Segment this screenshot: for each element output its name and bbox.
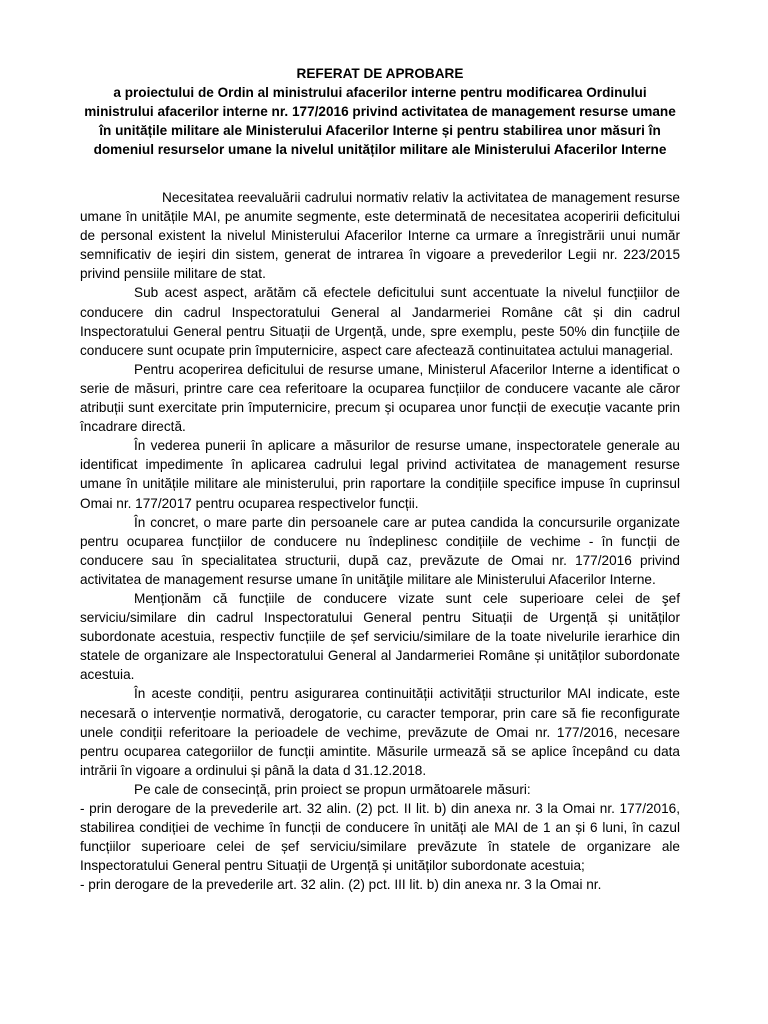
document-body [80, 188, 680, 894]
paragraph: Pe cale de consecință, prin proiect se propun următoarele măsuri: [134, 781, 531, 797]
paragraph: În aceste condiții, pentru asigurarea continuității activității structurilor MAI indicate, este necesară o intervenție normativă, derogatorie, cu caracter temporar, prin care să fie reconfigurate unele condiții referitoare la perioadele de vechime, prevăzute de Omai nr. 177/2016, necesare pentru ocuparea categoriilor de funcții amintite. Măsurile urmează să se aplice începând cu data intrării în vigoare a ordinului și până la data d 31.12.2018. [80, 686, 680, 778]
document-subtitle: a proiectului de Ordin al ministrului afacerilor interne pentru modificarea Ordinului ministrului afacerilor interne nr. 177/2016 privind activitatea de management resurse umane în unitățile militare ale Ministerului Afacerilor Interne și pentru stabilirea unor măsuri în domeniul resurselor umane la nivelul unităților militare ale Ministerului Afacerilor Interne [84, 85, 676, 157]
bullet-item: - prin derogare de la prevederile art. 32 alin. (2) pct. II lit. b) din anexa nr. 3 la Omai nr. 177/2016, stabilirea condiției de vechime în funcții de conducere în unități ale MAI de 1 an și 6 luni, în cazul funcțiilor superioare celei de șef serviciu/similare prevăzute în statele de organizare ale Inspectoratului General pentru Situații de Urgență și unităților subordonate acestuia; [80, 801, 680, 874]
bullet-item: - prin derogare de la prevederile art. 32 alin. (2) pct. III lit. b) din anexa nr. 3 la Omai nr. [80, 877, 602, 893]
document-title: REFERAT DE APROBARE [296, 66, 464, 81]
paragraph: Necesitatea reevaluării cadrului normativ relativ la activitatea de management resurse umane în unitățile MAI, pe anumite segmente, este determinată de necesitatea acoperirii deficitului de personal existent la nivelul Ministerului Afacerilor Interne ca urmare a înregistrării unui număr semnificativ de ieșiri din sistem, generat de intrarea în vigoare a prevederilor Legii nr. 223/2015 privind pensiile militare de stat. [80, 190, 680, 282]
paragraph: În concret, o mare parte din persoanele care ar putea candida la concursurile organizate pentru ocuparea funcțiilor de conducere nu îndeplinesc condițiile de vechime - în funcții de conducere sau în specialitatea structurii, după caz, prevăzute de Omai nr. 177/2016 privind activitatea de management resurse umane în unităţile militare ale Ministerului Afacerilor Interne. [80, 514, 680, 587]
paragraph: Menționăm că funcțiile de conducere vizate sunt cele superioare celei de şef serviciu/similare din cadrul Inspectoratului General pentru Situații de Urgență și unităților subordonate acestuia, respectiv funcțiile de șef serviciu/similare de la toate nivelurile ierarhice din statele de organizare ale Inspectoratului General al Jandarmeriei Române și unităților subordonate acestuia. [80, 590, 680, 683]
document-heading [80, 64, 680, 159]
paragraph: Sub acest aspect, arătăm că efectele deficitului sunt accentuate la nivelul funcțiilor de conducere din cadrul Inspectoratului General al Jandarmeriei Române cât și din cadrul Inspectoratului General pentru Situații de Urgență, unde, spre exemplu, peste 50% din funcțiile de conducere sunt ocupate prin împuternicire, aspect care afectează continuitatea actului managerial. [80, 285, 680, 358]
paragraph: Pentru acoperirea deficitului de resurse umane, Ministerul Afacerilor Interne a identificat o serie de măsuri, printre care cea referitoare la ocuparea funcțiilor de conducere vacante ale căror atribuții sunt exercitate prin împuternicire, precum și ocuparea unor funcții de execuție vacante prin încadrare directă. [80, 361, 680, 435]
paragraph: În vederea punerii în aplicare a măsurilor de resurse umane, inspectoratele generale au identificat impedimente în aplicarea cadrului legal privind activitatea de management resurse umane în unitățile militare ale ministerului, prin raportare la condițiile specifice impuse în cuprinsul Omai nr. 177/2017 pentru ocuparea respectivelor funcții. [80, 438, 680, 511]
document-page [80, 64, 680, 894]
